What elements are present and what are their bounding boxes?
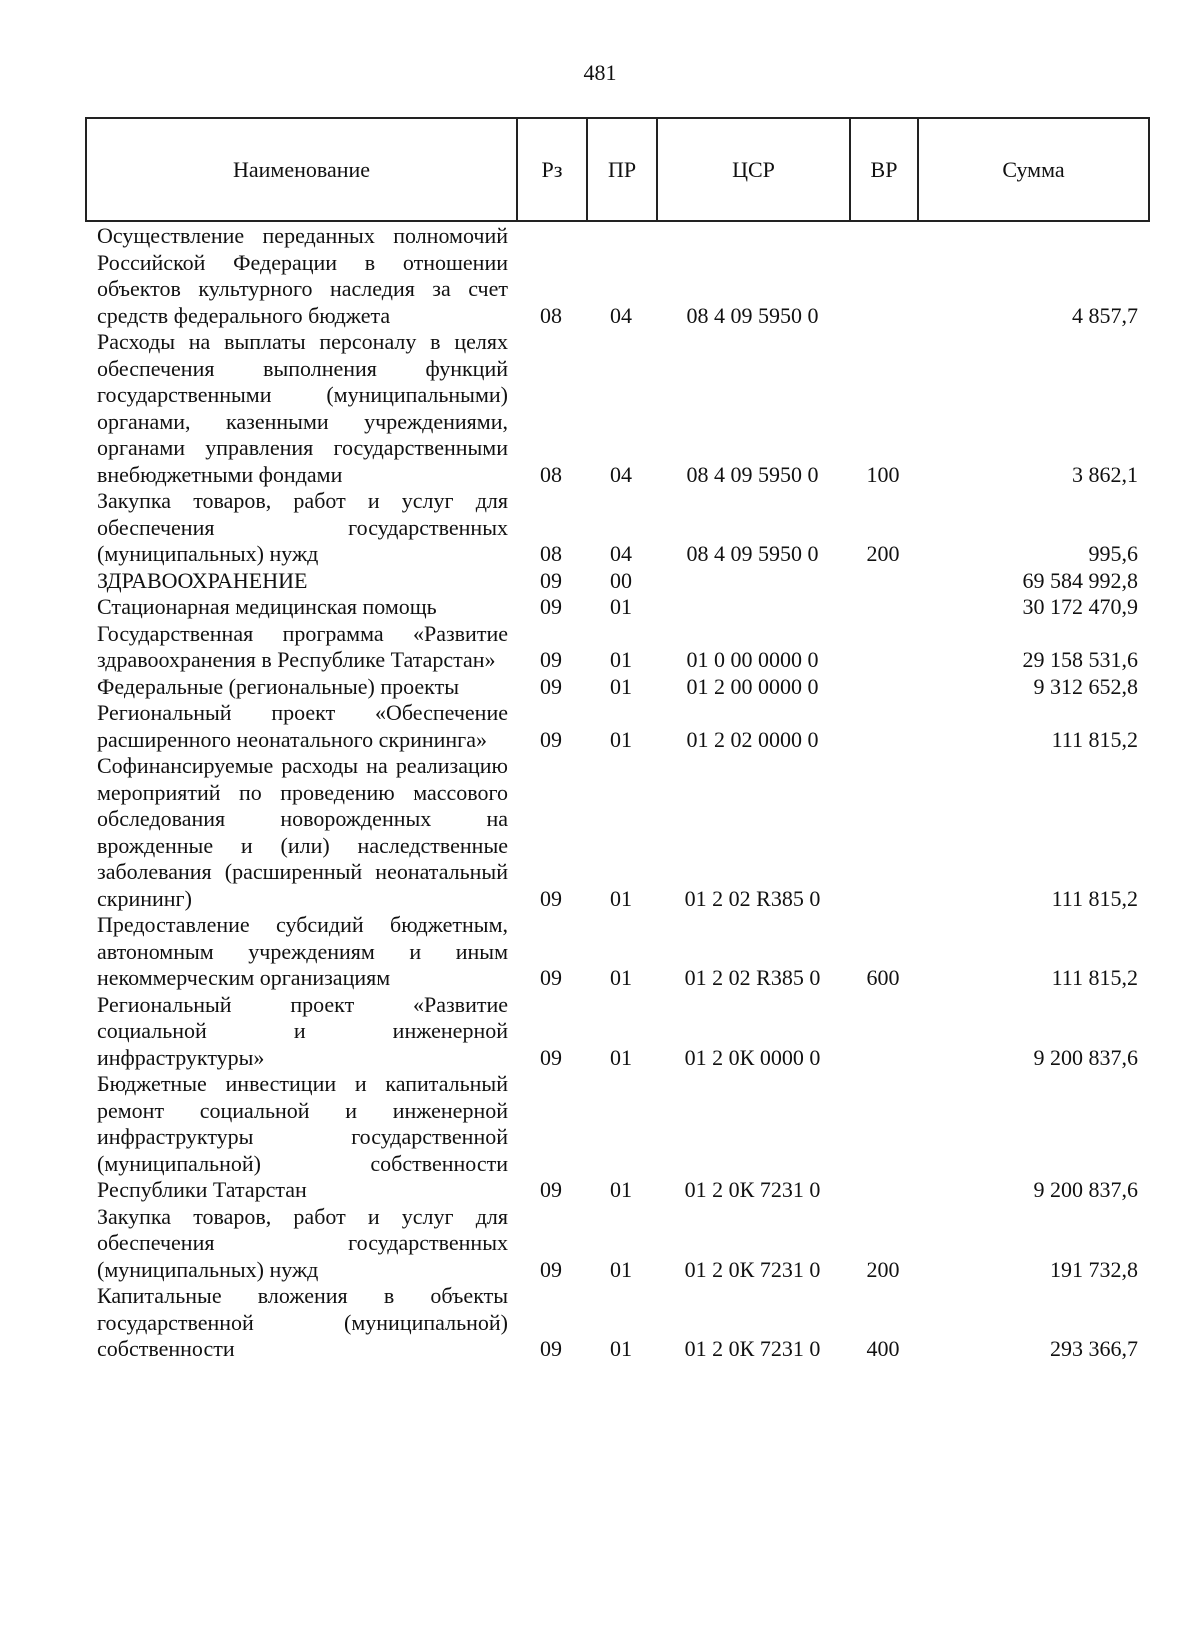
cell-rz: 09	[540, 647, 562, 672]
cell-pr: 01	[610, 594, 632, 619]
table-row	[85, 594, 1148, 621]
cell-sum: 9 312 652,8	[1033, 673, 1138, 699]
table-row	[85, 1283, 1148, 1363]
cell-name: Софинансируемые расходы на реализацию мероприятий по проведению массового обследования новорожденных на врожденные и (или) наследственные заболевания (расширенный неонатальный скрининг)	[97, 753, 508, 911]
cell-csr: 01 2 0К 7231 0	[684, 1336, 821, 1361]
header-pr: ПР	[587, 118, 657, 221]
cell-vr	[849, 1071, 917, 1204]
cell-sum: 30 172 470,9	[1022, 594, 1138, 619]
cell-rz: 09	[540, 594, 562, 619]
cell-name: Предоставление субсидий бюджетным, автономным учреждениям и иным некоммерческим организациям	[97, 912, 508, 990]
cell-rz: 09	[540, 885, 562, 911]
cell-pr: 01	[610, 1336, 632, 1361]
header-csr: ЦСР	[657, 118, 850, 221]
cell-pr: 01	[610, 1256, 632, 1282]
table-row	[85, 1071, 1148, 1204]
cell-name: Региональный проект «Обеспечение расширенного неонатального скрининга»	[97, 700, 508, 752]
cell-pr: 01	[610, 1177, 632, 1202]
cell-csr	[656, 594, 849, 621]
cell-sum: 4 857,7	[1072, 302, 1138, 328]
cell-name: Государственная программа «Развитие здравоохранения в Республике Татарстан»	[97, 620, 508, 672]
cell-vr	[849, 674, 917, 701]
table-row	[85, 568, 1148, 595]
cell-csr: 01 2 02 R385 0	[684, 965, 821, 990]
header-vr: ВР	[850, 118, 918, 221]
cell-vr: 100	[866, 461, 900, 487]
cell-vr	[849, 223, 917, 329]
cell-csr: 01 2 0К 7231 0	[684, 1177, 821, 1202]
table-row	[85, 1204, 1148, 1284]
cell-sum: 9 200 837,6	[1033, 1177, 1138, 1202]
cell-pr: 04	[610, 302, 632, 328]
cell-vr: 600	[866, 965, 900, 990]
cell-sum: 111 815,2	[1051, 726, 1138, 752]
cell-name: Осуществление переданных полномочий Российской Федерации в отношении объектов культурного наследия за счет средств федерального бюджета	[97, 223, 508, 328]
table-body	[85, 223, 1148, 1363]
cell-csr: 01 2 0К 7231 0	[684, 1256, 821, 1282]
table-row	[85, 912, 1148, 992]
cell-sum: 111 815,2	[1051, 965, 1138, 990]
cell-name: ЗДРАВООХРАНЕНИЕ	[97, 567, 308, 593]
cell-rz: 09	[540, 567, 562, 593]
cell-rz: 08	[540, 302, 562, 328]
header-sum: Сумма	[918, 118, 1149, 221]
table-row	[85, 223, 1148, 329]
table-header	[85, 117, 1150, 222]
cell-csr: 01 2 02 R385 0	[684, 885, 821, 911]
cell-csr: 08 4 09 5950 0	[686, 302, 819, 328]
cell-csr: 01 0 00 0000 0	[686, 647, 819, 672]
cell-sum: 29 158 531,6	[1022, 647, 1138, 672]
table-row	[85, 700, 1148, 753]
table-row	[85, 488, 1148, 568]
cell-name: Региональный проект «Развитие социальной и инженерной инфраструктуры»	[97, 991, 508, 1070]
cell-csr	[656, 568, 849, 595]
cell-rz: 09	[540, 726, 562, 752]
cell-rz: 09	[540, 1044, 562, 1070]
cell-vr	[849, 700, 917, 753]
cell-rz: 09	[540, 1256, 562, 1282]
table-row	[85, 753, 1148, 912]
cell-rz: 08	[540, 541, 562, 566]
cell-name: Капитальные вложения в объекты государственной (муниципальной) собственности	[97, 1283, 508, 1361]
table-row	[85, 621, 1148, 674]
cell-pr: 01	[610, 885, 632, 911]
cell-csr: 08 4 09 5950 0	[686, 541, 819, 566]
cell-rz: 08	[540, 461, 562, 487]
cell-vr: 200	[866, 541, 900, 566]
cell-sum: 69 584 992,8	[1022, 567, 1138, 593]
cell-sum: 111 815,2	[1051, 885, 1138, 911]
header-rz: Рз	[517, 118, 587, 221]
cell-vr: 400	[866, 1336, 900, 1361]
page-number: 481	[583, 60, 617, 85]
cell-name: Расходы на выплаты персоналу в целях обеспечения выполнения функций государственными (муниципальными) органами, казенными учреждениями, органами управления государственными внебюджетными фондами	[97, 329, 508, 487]
cell-csr: 01 2 00 0000 0	[686, 673, 819, 699]
header-name: Наименование	[86, 118, 517, 221]
cell-sum: 191 732,8	[1050, 1256, 1138, 1282]
cell-vr	[849, 568, 917, 595]
cell-pr: 04	[610, 461, 632, 487]
cell-rz: 09	[540, 965, 562, 990]
table-row	[85, 329, 1148, 488]
cell-sum: 995,6	[1088, 541, 1138, 566]
cell-csr: 08 4 09 5950 0	[686, 461, 819, 487]
table-row	[85, 674, 1148, 701]
cell-rz: 09	[540, 1336, 562, 1361]
cell-csr: 01 2 02 0000 0	[686, 726, 819, 752]
cell-sum: 3 862,1	[1072, 461, 1138, 487]
cell-vr: 200	[866, 1256, 900, 1282]
cell-vr	[849, 594, 917, 621]
cell-pr: 01	[610, 1044, 632, 1070]
cell-sum: 293 366,7	[1050, 1336, 1138, 1361]
cell-name: Федеральные (региональные) проекты	[97, 673, 459, 699]
cell-vr	[849, 621, 917, 674]
cell-pr: 01	[610, 726, 632, 752]
cell-pr: 04	[610, 541, 632, 566]
cell-rz: 09	[540, 1177, 562, 1202]
cell-name: Стационарная медицинская помощь	[97, 594, 437, 619]
cell-name: Бюджетные инвестиции и капитальный ремонт социальной и инженерной инфраструктуры государственной (муниципальной) собственности Республики Татарстан	[97, 1071, 508, 1202]
cell-name: Закупка товаров, работ и услуг для обеспечения государственных (муниципальных) нужд	[97, 488, 508, 566]
cell-rz: 09	[540, 673, 562, 699]
cell-pr: 01	[610, 965, 632, 990]
cell-vr	[849, 753, 917, 912]
budget-table	[85, 223, 1148, 1363]
cell-pr: 00	[610, 567, 632, 593]
cell-pr: 01	[610, 673, 632, 699]
cell-pr: 01	[610, 647, 632, 672]
cell-name: Закупка товаров, работ и услуг для обеспечения государственных (муниципальных) нужд	[97, 1203, 508, 1282]
cell-vr	[849, 992, 917, 1072]
cell-sum: 9 200 837,6	[1033, 1044, 1138, 1070]
cell-csr: 01 2 0К 0000 0	[684, 1044, 821, 1070]
table-row	[85, 992, 1148, 1072]
